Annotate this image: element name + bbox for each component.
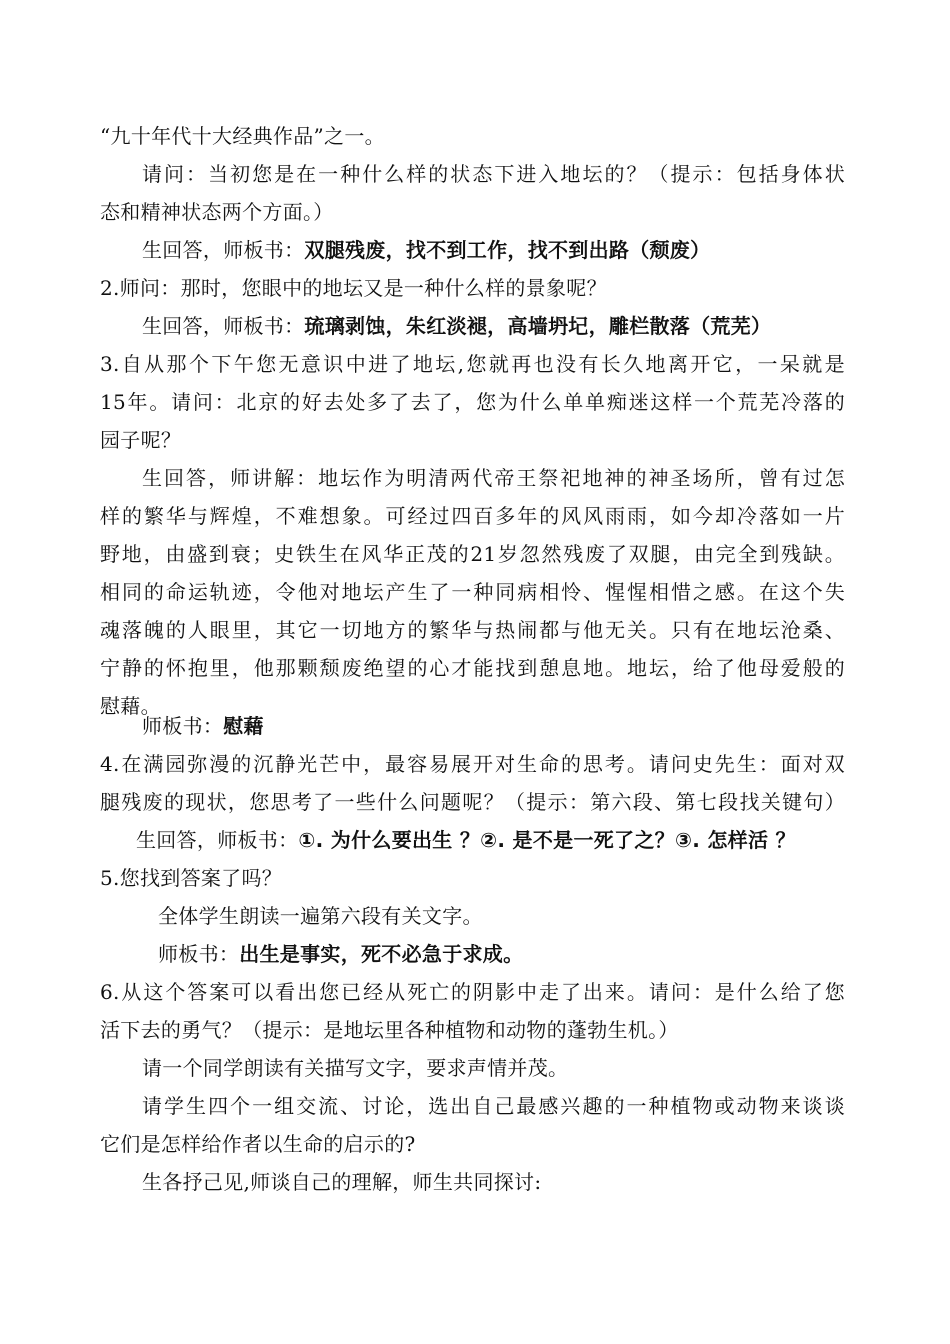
board-writing: 慰藉 xyxy=(223,714,264,738)
text-line: 野地，由盛到衰；史铁生在风华正茂的21岁忽然残废了双腿，由完全到残缺。 xyxy=(100,542,845,566)
line-lead: 师板书： xyxy=(158,942,240,966)
text-line: 态和精神状态两个方面。） xyxy=(100,200,334,224)
text-line: 它们是怎样给作者以生命的启示的? xyxy=(100,1132,416,1156)
board-writing: 双腿残废，找不到工作，找不到出路（颓废） xyxy=(304,238,711,262)
text-line: 4.在满园弥漫的沉静光芒中，最容易展开对生命的思考。请问史先生：面对双 xyxy=(100,752,845,776)
text-line: 腿残废的现状，您思考了一些什么问题呢？（提示：第六段、第七段找关键句） xyxy=(100,790,845,814)
text-line: 慰藉。 xyxy=(100,694,161,718)
text-line: 相同的命运轨迹，令他对地坛产生了一种同病相怜、惺惺相惜之感。在这个失 xyxy=(100,580,845,604)
board-line xyxy=(142,307,845,345)
text-line: 魂落魄的人眼里，其它一切地方的繁华与热闹都与他无关。只有在地坛沧桑、 xyxy=(100,618,845,642)
text-line: 15年。请问：北京的好去处多了去了，您为什么单单痴迷这样一个荒芜冷落的 xyxy=(100,390,845,414)
text-line: 请学生四个一组交流、讨论，选出自己最感兴趣的一种植物或动物来谈谈 xyxy=(142,1094,845,1118)
text-line: 生回答，师讲解：地坛作为明清两代帝王祭祀地神的神圣场所，曾有过怎 xyxy=(142,466,845,490)
text-line: 请一个同学朗读有关描写文字，要求声情并茂。 xyxy=(142,1056,569,1080)
text-line: 生各抒己见,师谈自己的理解，师生共同探讨: xyxy=(142,1170,542,1194)
text-line: 活下去的勇气？（提示：是地坛里各种植物和动物的蓬勃生机。） xyxy=(100,1018,679,1042)
line-lead: 师板书： xyxy=(142,714,224,738)
text-line: 园子呢？ xyxy=(100,428,182,452)
board-line xyxy=(136,821,845,859)
text-line: 2.师问：那时，您眼中的地坛又是一种什么样的景象呢？ xyxy=(100,276,607,300)
board-writing: 出生是事实，死不必急于求成。 xyxy=(239,942,524,966)
text-line: 宁静的怀抱里，他那颗颓废绝望的心才能找到憩息地。地坛，给了他母爱般的 xyxy=(100,656,845,680)
text-line: 样的繁华与辉煌，不难想象。可经过四百多年的风风雨雨，如今却冷落如一片 xyxy=(100,504,845,528)
line-lead: 生回答，师板书： xyxy=(142,238,305,262)
line-lead: 生回答，师板书： xyxy=(136,828,299,852)
board-line xyxy=(142,707,845,745)
board-writing: ①. 为什么要出生 ？②. 是不是一死了之？③. 怎样活 ？ xyxy=(298,828,796,852)
text-line: “九十年代十大经典作品”之一。 xyxy=(100,124,385,148)
text-line: 请问：当初您是在一种什么样的状态下进入地坛的？（提示：包括身体状 xyxy=(142,162,845,186)
text-line: 全体学生朗读一遍第六段有关文字。 xyxy=(158,904,483,928)
text-line: 3.自从那个下午您无意识中进了地坛,您就再也没有长久地离开它，一呆就是 xyxy=(100,352,845,376)
board-line xyxy=(142,231,845,269)
text-line: 6.从这个答案可以看出您已经从死亡的阴影中走了出来。请问：是什么给了您 xyxy=(100,980,845,1004)
board-line xyxy=(158,935,845,973)
board-writing: 琉璃剥蚀，朱红淡褪，高墙坍圮，雕栏散落（荒芜） xyxy=(304,314,772,338)
text-line: 5.您找到答案了吗？ xyxy=(100,866,283,890)
line-lead: 生回答，师板书： xyxy=(142,314,305,338)
